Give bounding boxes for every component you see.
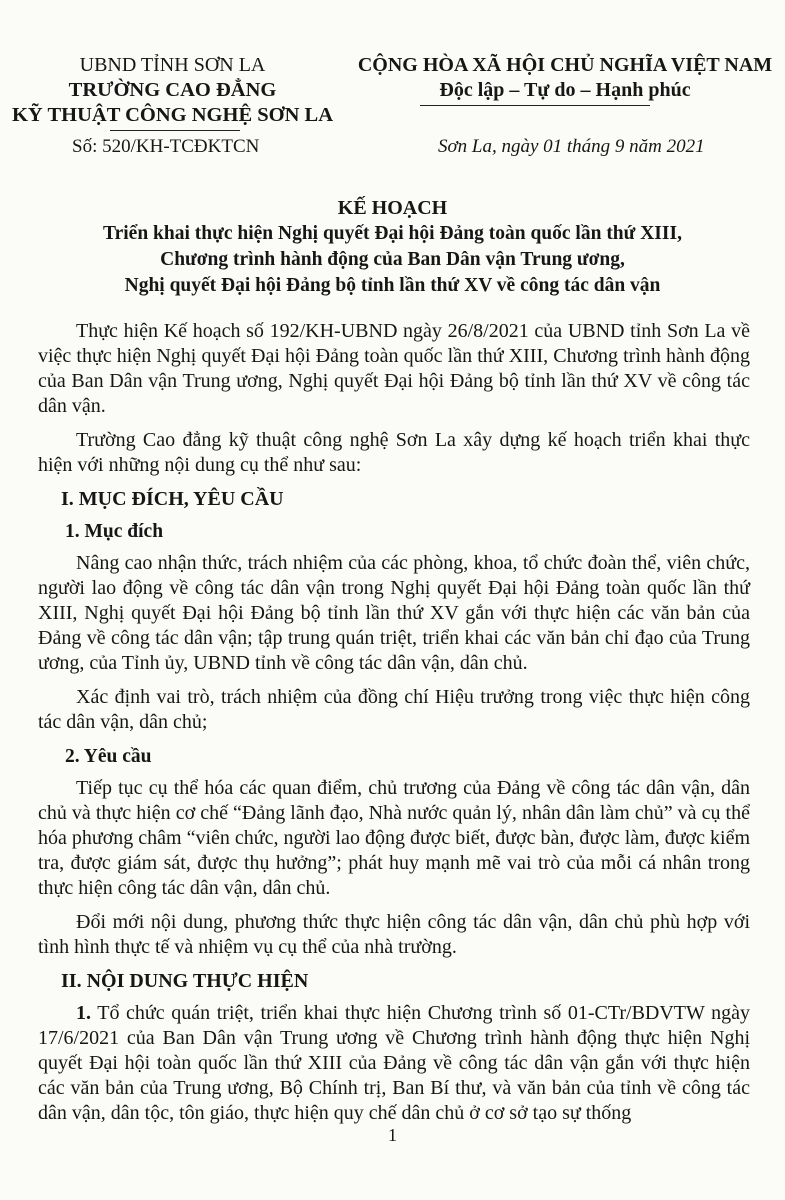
- intro-paragraph-2: Trường Cao đẳng kỹ thuật công nghệ Sơn La xây dựng kế hoạch triển khai thực hiện với những nội dung cụ thể như sau:: [38, 429, 750, 476]
- agency-parent: UBND TỈNH SƠN LA: [79, 54, 266, 76]
- title-subline-3: Nghị quyết Đại hội Đảng bộ tỉnh lần thứ XV về công tác dân vận: [124, 275, 661, 296]
- header-right: [345, 53, 785, 103]
- document-title: [0, 196, 785, 299]
- document-number: Số: 520/KH-TCĐKTCN: [72, 136, 260, 157]
- section-heading-2: II. NỘI DUNG THỰC HIỆN: [61, 970, 309, 992]
- section-heading-1: I. MỤC ĐÍCH, YÊU CẦU: [61, 488, 284, 510]
- page-number: 1: [388, 1125, 397, 1145]
- subsection-heading-muc-dich: 1. Mục đích: [65, 521, 164, 542]
- agency-name-line2: KỸ THUẬT CÔNG NGHỆ SƠN LA: [11, 104, 334, 126]
- agency-name-line1: TRƯỜNG CAO ĐẲNG: [68, 79, 277, 101]
- national-motto: Độc lập – Tự do – Hạnh phúc: [439, 79, 691, 101]
- header-left: [0, 53, 345, 128]
- paragraph-yeu-cau-2: Đổi mới nội dung, phương thức thực hiện công tác dân vận, dân chủ phù hợp với tình hình thực tế và nhiệm vụ cụ thể của nhà trường.: [38, 911, 750, 958]
- title-subline-2: Chương trình hành động của Ban Dân vận Trung ương,: [160, 249, 625, 270]
- paragraph-noi-dung-1: [38, 1001, 750, 1126]
- paragraph-muc-dich-1: Nâng cao nhận thức, trách nhiệm của các phòng, khoa, tổ chức đoàn thể, viên chức, người lao động về công tác dân vận trong Nghị quyết Đại hội Đảng toàn quốc lần thứ XIII, Nghị quyết Đại hội Đảng bộ tỉnh lần thứ XV gắn với thực hiện các văn bản của Đảng về công tác dân vận; tập trung quán triệt, triển khai các văn bản chỉ đạo của Trung ương, của Tỉnh ủy, UBND tỉnh về công tác dân vận, dân chủ.: [38, 552, 750, 674]
- document-date: Sơn La, ngày 01 tháng 9 năm 2021: [438, 136, 705, 157]
- item-number: 1.: [76, 1002, 91, 1024]
- paragraph-yeu-cau-1: Tiếp tục cụ thể hóa các quan điểm, chủ trương của Đảng về công tác dân vận, dân chủ và thực hiện cơ chế “Đảng lãnh đạo, Nhà nước quản lý, nhân dân làm chủ” và cụ thể hóa phương châm “viên chức, người lao động được biết, được bàn, được làm, được kiểm tra, được giám sát, được thụ hưởng”; phát huy mạnh mẽ vai trò của mỗi cá nhân trong thực hiện công tác dân vận, dân chủ.: [38, 777, 750, 899]
- header-left-underline: [110, 130, 240, 131]
- subsection-heading-yeu-cau: 2. Yêu cầu: [65, 746, 152, 767]
- national-title: CỘNG HÒA XÃ HỘI CHỦ NGHĨA VIỆT NAM: [357, 54, 773, 76]
- paragraph-muc-dich-2: Xác định vai trò, trách nhiệm của đồng chí Hiệu trưởng trong việc thực hiện công tác dân vận, dân chủ;: [38, 686, 750, 733]
- header-right-underline: [420, 105, 650, 106]
- title-subline-1: Triển khai thực hiện Nghị quyết Đại hội Đảng toàn quốc lần thứ XIII,: [103, 223, 682, 244]
- title-heading: KẾ HOẠCH: [337, 197, 448, 219]
- document-body: [38, 319, 750, 1135]
- item-text: Tổ chức quán triệt, triển khai thực hiện Chương trình số 01-CTr/BDVTW ngày 17/6/2021 của Ban Dân vận Trung ương về Chương trình hành động thực hiện Nghị quyết Đại hội toàn quốc lần thứ XIII của Đảng về công tác dân vận gắn với thực hiện các văn bản của Trung ương, Bộ Chính trị, Ban Bí thư, và văn bản của tỉnh về công tác dân vận, dân tộc, tôn giáo, thực hiện quy chế dân chủ ở cơ sở tạo sự thống: [38, 1002, 750, 1124]
- intro-paragraph-1: Thực hiện Kế hoạch số 192/KH-UBND ngày 26/8/2021 của UBND tỉnh Sơn La về việc thực hiện Nghị quyết Đại hội Đảng toàn quốc lần thứ XIII, Chương trình hành động của Ban Dân vận Trung ương, Nghị quyết Đại hội Đảng bộ tỉnh lần thứ XV về công tác dân vận.: [38, 320, 750, 417]
